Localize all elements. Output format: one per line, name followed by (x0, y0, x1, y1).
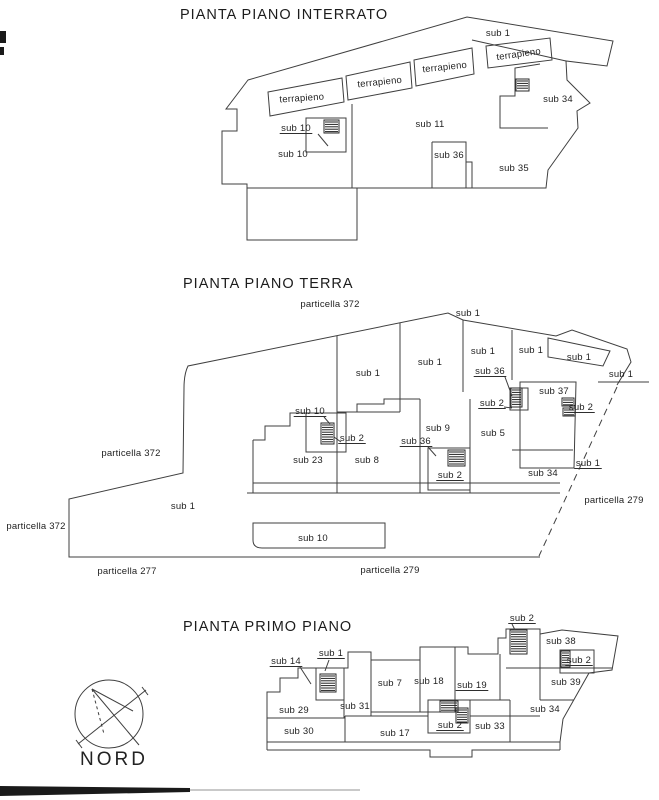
plan-label: sub 17 (380, 728, 410, 739)
plan-label: sub 1 (608, 369, 634, 380)
plan-label: sub 1 (455, 308, 481, 319)
plan-label: sub 1 (575, 458, 601, 469)
plan-label: sub 11 (415, 119, 445, 130)
plan-label: sub 31 (340, 701, 370, 712)
plan-label: terrapieno (421, 59, 468, 76)
stairs-icon (448, 450, 465, 466)
stairs-icon (320, 674, 336, 692)
plan-label: sub 34 (530, 704, 560, 715)
plan-label: sub 2 (568, 402, 594, 413)
plan-label: sub 1 (170, 501, 196, 512)
plan-label: sub 19 (457, 680, 487, 691)
plan-label: sub 36 (475, 366, 505, 377)
plan-terra-title: PIANTA PIANO TERRA (183, 276, 354, 292)
plan-label: sub 1 (470, 346, 496, 357)
plan-label: sub 10 (298, 533, 328, 544)
plan-label: sub 38 (546, 636, 576, 647)
stairs-icons-layer (320, 79, 575, 723)
plan-label: sub 1 (318, 648, 344, 659)
plan-label: sub 2 (339, 433, 365, 444)
plan-label: sub 1 (417, 357, 443, 368)
plan-label: sub 1 (355, 368, 381, 379)
plan-label: sub 9 (425, 423, 451, 434)
plan-label: sub 2 (509, 613, 535, 624)
plan-label: sub 39 (551, 677, 581, 688)
stairs-icon (516, 79, 529, 91)
plan-label: sub 36 (434, 150, 464, 161)
plan-label: particella 277 (97, 566, 157, 577)
plan-label: sub 30 (284, 726, 314, 737)
plan-label: sub 2 (479, 398, 505, 409)
plan-label: sub 10 (281, 123, 311, 134)
plan-label: sub 8 (354, 455, 380, 466)
plan-label: particella 279 (360, 565, 420, 576)
stairs-icon (321, 423, 334, 444)
plan-label: sub 33 (475, 721, 505, 732)
plan-label: sub 2 (566, 655, 592, 666)
plan-label: sub 2 (437, 470, 463, 481)
plan-label: sub 29 (279, 705, 309, 716)
plan-label: terrapieno (356, 74, 403, 91)
stairs-icon (510, 630, 527, 654)
plan-label: sub 1 (518, 345, 544, 356)
plan-label: sub 18 (414, 676, 444, 687)
plan-label: sub 1 (485, 28, 511, 39)
plan-interrato-title: PIANTA PIANO INTERRATO (180, 7, 389, 23)
plan-label: terrapieno (495, 45, 542, 64)
plan-label: sub 1 (566, 352, 592, 363)
plan-primo-title: PIANTA PRIMO PIANO (183, 619, 353, 635)
plan-label: sub 5 (480, 428, 506, 439)
plan-label: sub 37 (539, 386, 569, 397)
plan-label: particella 372 (101, 448, 161, 459)
plan-label: sub 23 (293, 455, 323, 466)
north-label: NORD (80, 749, 148, 770)
plan-label: particella 372 (300, 299, 360, 310)
plan-label: particella 279 (584, 495, 644, 506)
plan-label: sub 34 (528, 468, 558, 479)
north-compass-icon (75, 680, 148, 748)
plan-label: sub 7 (377, 678, 403, 689)
plan-label: sub 2 (437, 720, 463, 731)
plan-label: sub 34 (543, 94, 573, 105)
plan-label: terrapieno (279, 91, 325, 106)
plan-label: sub 14 (271, 656, 301, 667)
plan-label: sub 10 (295, 406, 325, 417)
plan-label: sub 10 (278, 149, 308, 160)
plan-label: sub 35 (499, 163, 529, 174)
stairs-icon (324, 120, 339, 133)
plan-label: particella 372 (6, 521, 66, 532)
plan-label: sub 36 (401, 436, 431, 447)
